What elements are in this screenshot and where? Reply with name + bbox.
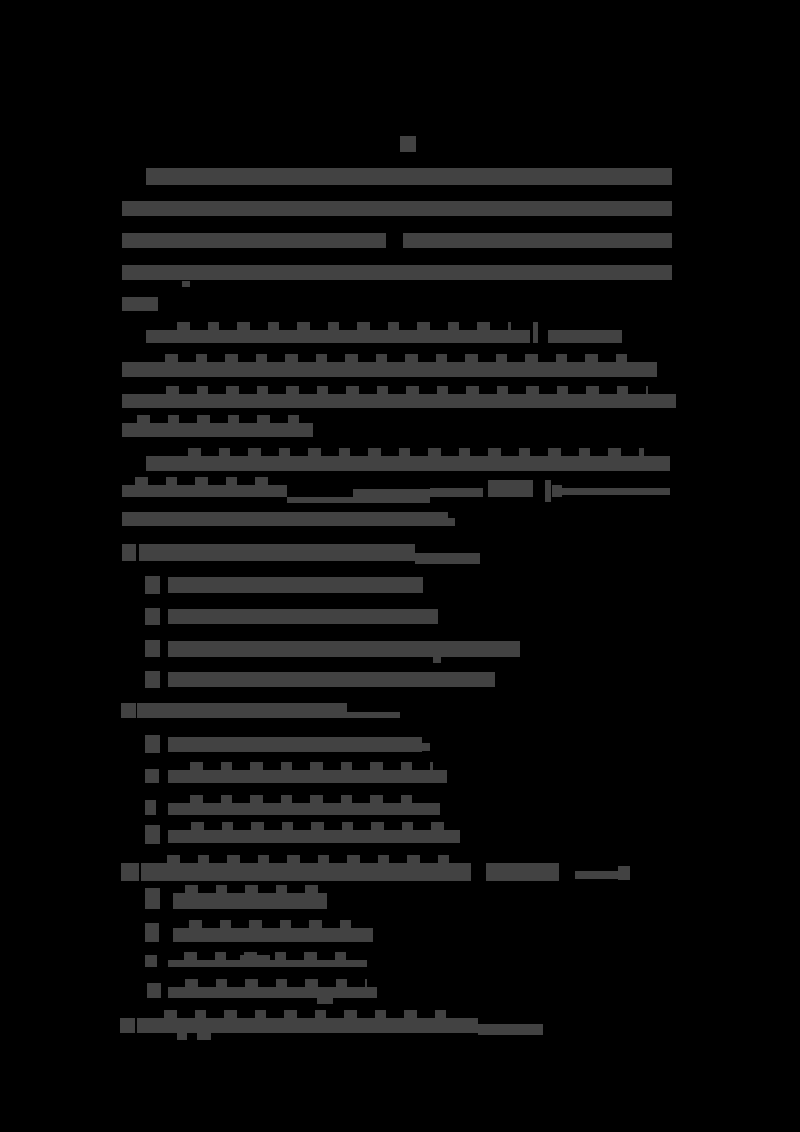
q4-number bbox=[120, 1018, 135, 1033]
q4-descender-2 bbox=[197, 1033, 211, 1040]
q4-answer-blank bbox=[478, 1024, 543, 1035]
q4-text bbox=[137, 1018, 478, 1033]
q4-descender-1 bbox=[177, 1033, 187, 1040]
